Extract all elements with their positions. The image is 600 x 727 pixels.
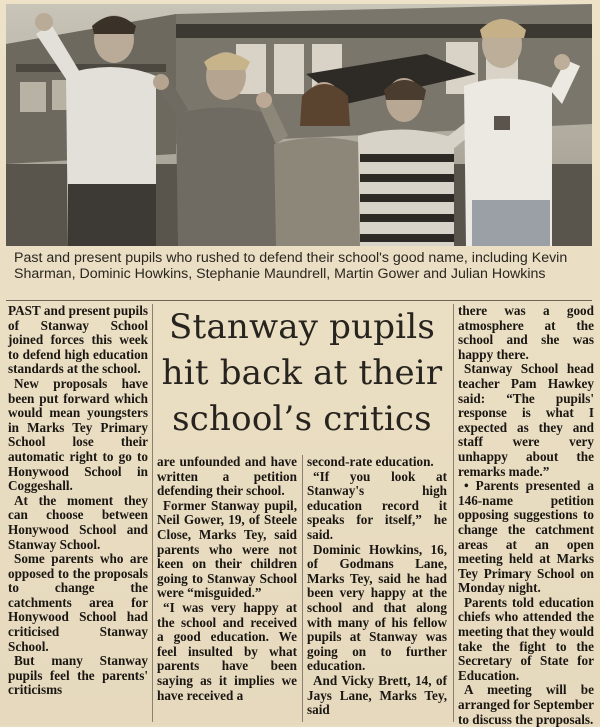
headline-line: school’s critics bbox=[172, 399, 432, 439]
headline-line: Stanway pupils bbox=[169, 307, 435, 347]
paragraph: are unfounded and have written a petition defending their school. bbox=[157, 454, 297, 499]
headline bbox=[152, 304, 452, 442]
column-divider bbox=[152, 304, 153, 722]
photo-caption: Past and present pupils who rushed to defend their school's good name, including Kevin Sharman, Dominic Howkins, Stephanie Maundrell, Martin Gower and Julian Howkins bbox=[14, 250, 568, 282]
paragraph: “If you look at Stanway's high education record it speaks for itself,” he said. bbox=[307, 468, 447, 542]
paragraph: second-rate education. bbox=[307, 454, 434, 469]
paragraph: And Vicky Brett, 14, of Jays Lane, Marks Tey, said bbox=[307, 672, 447, 718]
paragraph: A meeting will be arranged for September to discuss the proposals. bbox=[458, 682, 594, 727]
paragraph: Dominic Howkins, 16, of Godmans Lane, Marks Tey, said he had been very happy at the school and that along with many of his fellow pupils at Stanway was going on to further education. bbox=[307, 541, 447, 674]
paragraph: Parents told education chiefs who attended the meeting that they would take the fight to the Secretary of State for Education. bbox=[458, 594, 594, 683]
group-photo bbox=[6, 4, 592, 246]
paragraph: But many Stanway pupils feel the parents' criticisms bbox=[8, 653, 148, 698]
article-column-4 bbox=[458, 304, 594, 727]
paragraph: At the moment they can choose between Honywood School and Stanway School. bbox=[8, 492, 148, 552]
paragraph: Some parents who are opposed to the proposals to change the catchments area for Honywood School had criticised Stanway School. bbox=[8, 551, 148, 654]
paragraph: PAST and present pupils of Stanway School joined forces this week to defend high education standards at the school. bbox=[8, 303, 148, 377]
paragraph: • Parents presented a 146-name petition opposing suggestions to change the catchment areas at an open meeting held at Marks Tey Primary School on Monday night. bbox=[458, 478, 594, 596]
article-column-3 bbox=[307, 455, 447, 718]
column-divider bbox=[453, 304, 454, 722]
paragraph: New proposals have been put forward which would mean youngsters in Marks Tey Primary School lose their automatic right to go to Honywood School in Coggeshall. bbox=[8, 375, 148, 494]
paragraph: Stanway School head teacher Pam Hawkey said: “The pupils' response is what I expected as they and staff were very unhappy about the remarks made.” bbox=[458, 361, 594, 479]
paragraph: “I was very happy at the school and received a good education. We feel insulted by what parents have been saying as it implies we have received a bbox=[157, 599, 297, 703]
paragraph: Former Stanway pupil, Neil Gower, 19, of Steele Close, Marks Tey, said parents who were not keen on their children going to Stanway School were “misguided.” bbox=[157, 497, 297, 601]
divider bbox=[6, 300, 592, 301]
article-column-2 bbox=[157, 455, 297, 703]
article-column-1 bbox=[8, 304, 148, 698]
column-divider bbox=[302, 455, 303, 722]
headline-line: hit back at their bbox=[161, 353, 443, 393]
paragraph: there was a good atmosphere at the school and she was happy there. bbox=[458, 303, 594, 362]
